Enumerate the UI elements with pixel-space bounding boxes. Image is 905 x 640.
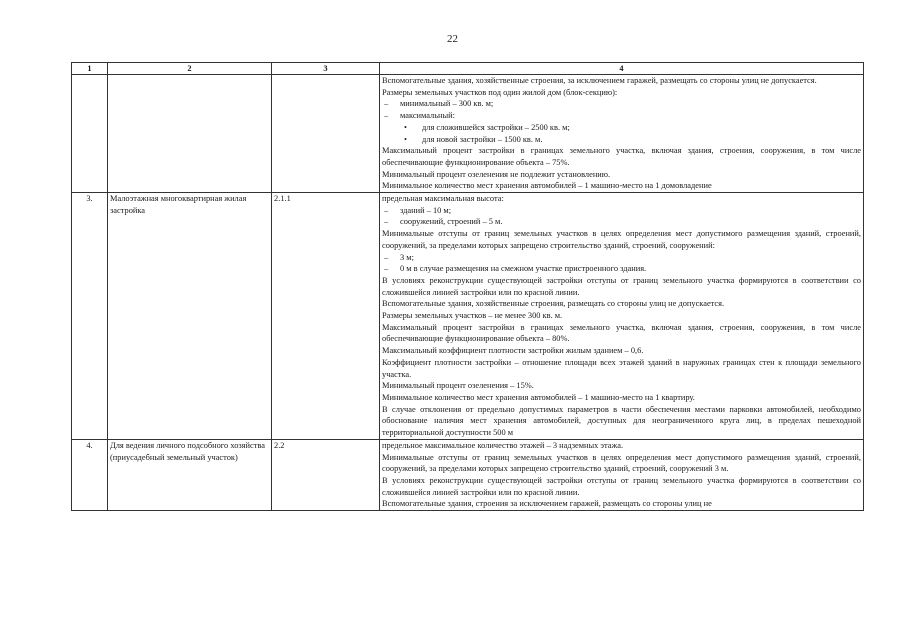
column-header: 3 — [272, 63, 380, 75]
paragraph: предельная максимальная высота: — [382, 194, 504, 204]
bullet-list-item: • для сложившейся застройки – 2500 кв. м; — [382, 122, 861, 134]
use-code: 2.1.1 — [272, 193, 380, 440]
dash-list-item: – сооружений, строений – 5 м. — [382, 216, 861, 228]
use-code: 2.2 — [272, 439, 380, 510]
table-row — [72, 193, 864, 440]
paragraph: В условиях реконструкции существующей застройки отступы от границ земельного участка формируются в соответствии со сложившейся линией застройки или по красной линии. — [382, 275, 861, 297]
dash-list-item: – 0 м в случае размещения на смежном участке пристроенного здания. — [382, 263, 861, 275]
regulations-table — [71, 62, 864, 511]
paragraph: Минимальные отступы от границ земельных участков в целях определения мест допустимого размещения зданий, строений, сооружений, за пределами которых запрещено строительство зданий, строений, сооружений 3 м. — [382, 452, 861, 474]
table-header-row — [72, 63, 864, 75]
paragraph: Вспомогательные здания, хозяйственные строения, размещать со стороны улиц не допускается. — [382, 299, 725, 309]
paragraph: Вспомогательные здания, строения за исключением гаражей, размещать со стороны улиц не — [382, 499, 712, 509]
column-header: 2 — [108, 63, 272, 75]
parameters-cell — [380, 439, 864, 510]
paragraph: В условиях реконструкции существующей застройки отступы от границ земельного участка формируются в соответствии со сложившейся линией застройки или по красной линии. — [382, 475, 861, 497]
paragraph: Максимальный процент застройки в границах земельного участка, включая здания, строения, сооружения, в том числе обеспечивающие функционирование объекта – 75%. — [382, 146, 861, 167]
use-code — [272, 75, 380, 193]
paragraph: Максимальный коэффициент плотности застройки жилым зданием – 0,6. — [382, 346, 644, 356]
bullet-list-item: • для новой застройки – 1500 кв. м. — [382, 134, 861, 146]
land-use-type: Для ведения личного подсобного хозяйства (приусадебный земельный участок) — [108, 439, 272, 510]
paragraph: Минимальное количество мест хранения автомобилей – 1 машино-место на 1 квартиру. — [382, 392, 695, 402]
paragraph: предельное максимальное количество этажей – 3 надземных этажа. — [382, 440, 624, 450]
paragraph: Минимальное количество мест хранения автомобилей – 1 машино-место на 1 домовладение — [382, 181, 712, 191]
dash-list-item: – зданий – 10 м; — [382, 205, 861, 217]
paragraph: Минимальный процент озеленения – 15%. — [382, 381, 534, 391]
parameters-cell — [380, 75, 864, 193]
parameters-cell — [380, 193, 864, 440]
row-number — [72, 75, 108, 193]
column-header: 4 — [380, 63, 864, 75]
row-number: 3. — [72, 193, 108, 440]
paragraph: Вспомогательные здания, хозяйственные строения, за исключением гаражей, размещать со стороны улиц не допускается. — [382, 76, 817, 85]
paragraph: Размеры земельных участков – не менее 300 кв. м. — [382, 311, 563, 321]
dash-list-item: – 3 м; — [382, 252, 861, 264]
land-use-type: Малоэтажная многоквартирная жилая застройка — [108, 193, 272, 440]
table-row — [72, 439, 864, 510]
paragraph: Максимальный процент застройки в границах земельного участка, включая здания, строения, сооружения, в том числе обеспечивающие функционирование объекта – 80%. — [382, 322, 861, 344]
page-number: 22 — [447, 33, 458, 45]
paragraph: Коэффициент плотности застройки – отношение площади всех этажей зданий в наружных границах стен к площади земельного участка. — [382, 357, 861, 379]
paragraph: Минимальные отступы от границ земельных участков в целях определения мест допустимого размещения зданий, строений, сооружений, за пределами которых запрещено строительство зданий, строений, сооружений: — [382, 229, 861, 250]
row-number: 4. — [72, 439, 108, 510]
paragraph: Минимальный процент озеленения не подлежит установлению. — [382, 169, 611, 179]
dash-list-item: – минимальный – 300 кв. м; — [382, 98, 861, 110]
paragraph: В случае отклонения от предельно допустимых параметров в части обеспечения местами парковки автомобилей, необходимо обоснование наличия мест хранения автомобилей, доступных для неограниченного круга лиц, в пределах пешеходной территориальной доступности 500 м — [382, 404, 861, 438]
land-use-type — [108, 75, 272, 193]
column-header: 1 — [72, 63, 108, 75]
paragraph: Размеры земельных участков под один жилой дом (блок-секцию): — [382, 87, 618, 97]
dash-list-item: – максимальный: — [382, 110, 861, 122]
table-row — [72, 75, 864, 193]
